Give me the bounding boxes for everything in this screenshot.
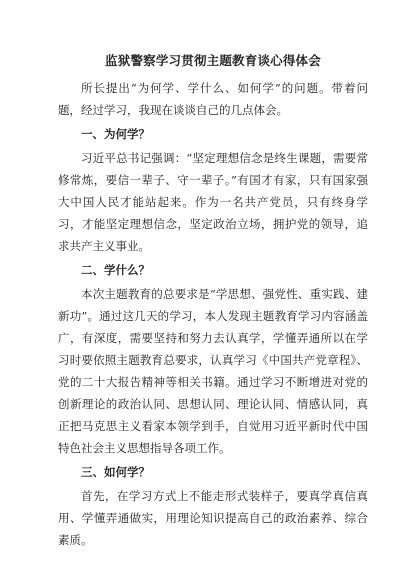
section-how-paragraph: 首先，在学习方式上不能走形式装样子，要真学真信真用、学懂弄通做实，用理论知识提高自己的政治素养、综合素质。: [58, 489, 368, 547]
section-heading-how: 三、如何学？: [81, 465, 150, 479]
section-heading-what: 二、学什么？: [81, 263, 150, 277]
section-what-paragraph: 本次主题教育的总要求是“学思想、强党性、重实践、建新功”。通过这几天的学习，本人发现主题教育学习内容涵盖广，有深度，需要坚持和努力去认真学，学懂弄通所以在学习时要依照主题教育总要求，认真学习《中国共产党章程》、党的二十大报告精神等相关书籍。通过学习不断增进对党的创新理论的政治认同、思想认同、理论认同、情感认同，真正把马克思主义看家本领学到手，自觉用习近平新时代中国特色社会主义思想指导各项工作。: [58, 287, 368, 455]
section-why-paragraph: 习近平总书记强调：“坚定理想信念是终生课题，需要常修常炼，要信一辈子、守一辈子。”有国才有家，只有国家强大中国人民才能站起来。作为一名共产党员，只有终身学习，才能坚定理想信念，坚定政治立场，拥护党的领导，追求共产主义事业。: [58, 151, 368, 253]
intro-paragraph: 所长提出“为何学、学什么、如何学”的问题。带着问题，经过学习，我现在谈谈自己的几点体会。: [58, 81, 368, 117]
section-heading-why: 一、为何学？: [81, 127, 150, 141]
document-title: 监狱警察学习贯彻主题教育谈心得体会: [105, 53, 321, 68]
